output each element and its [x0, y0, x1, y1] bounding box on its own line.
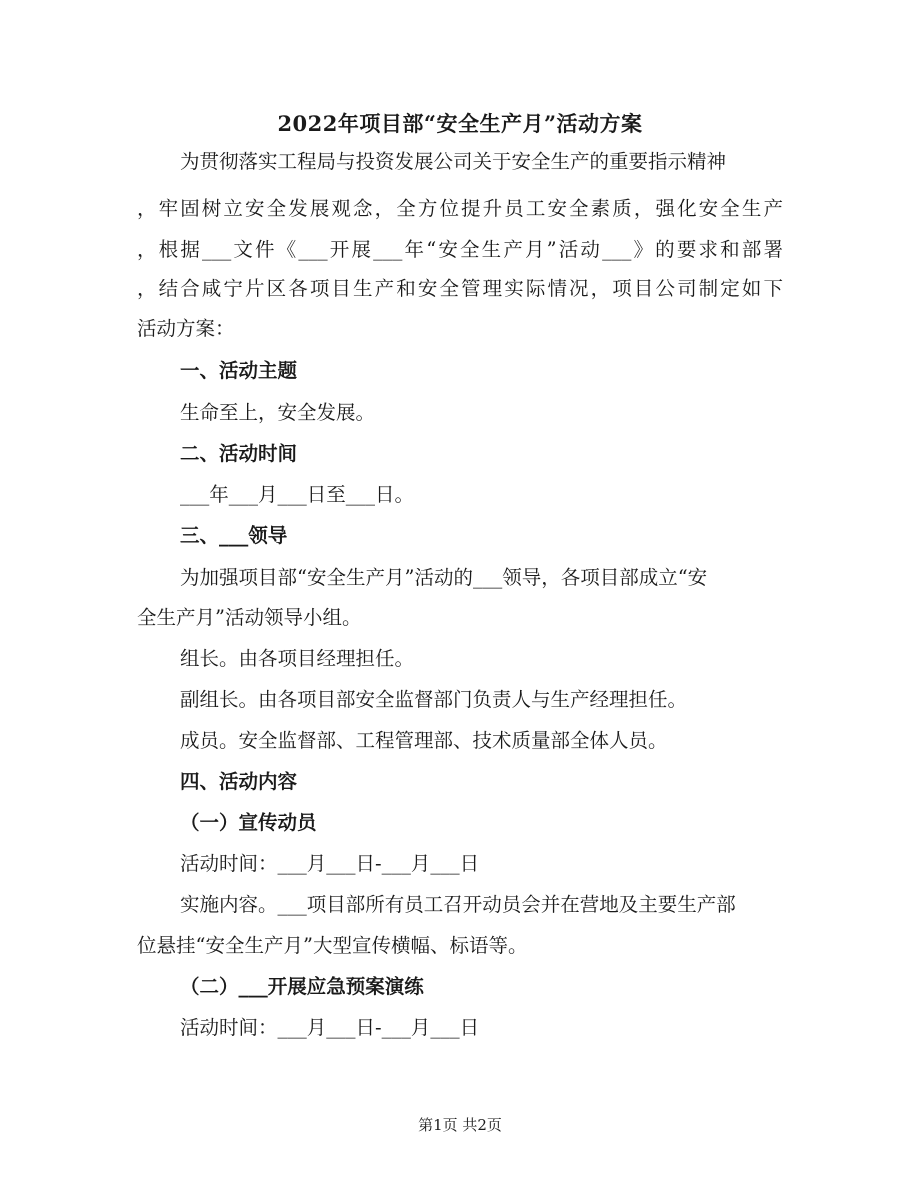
- section-heading-content: 四、活动内容: [180, 770, 298, 793]
- subsection-heading-publicity: （一）宣传动员: [180, 811, 317, 834]
- deputy-text: 副组长。由各项目部安全监督部门负责人与生产经理担任。: [180, 688, 688, 711]
- publicity-time: 活动时间：___月___日-___月___日: [180, 852, 480, 875]
- intro-line-1: 为贯彻落实工程局与投资发展公司关于安全生产的重要指示精神: [180, 150, 727, 173]
- drill-time: 活动时间：___月___日-___月___日: [180, 1016, 480, 1039]
- subsection-heading-drill: （二）___开展应急预案演练: [180, 975, 424, 998]
- intro-line-3: ，根据___文件《___开展___年“安全生产月”活动___》的要求和部署: [137, 238, 783, 261]
- members-text: 成员。安全监督部、工程管理部、技术质量部全体人员。: [180, 729, 668, 752]
- publicity-content-line-2: 位悬挂“安全生产月”大型宣传横幅、标语等。: [137, 934, 528, 957]
- publicity-content-line-1: 实施内容。___项目部所有员工召开动员会并在营地及主要生产部: [180, 893, 736, 916]
- intro-line-2: ，牢固树立安全发展观念，全方位提升员工安全素质，强化安全生产: [137, 197, 783, 220]
- leadership-line-1: 为加强项目部“安全生产月”活动的___领导，各项目部成立“安: [180, 566, 708, 589]
- document-title: 2022年项目部“安全生产月”活动方案: [277, 111, 643, 136]
- intro-line-5: 活动方案：: [137, 317, 235, 340]
- section-text-time: ___年___月___日至___日。: [180, 483, 415, 506]
- intro-line-4: ，结合咸宁片区各项目生产和安全管理实际情况，项目公司制定如下: [137, 277, 783, 300]
- section-heading-time: 二、活动时间: [180, 442, 298, 465]
- section-heading-leadership: 三、___领导: [180, 524, 288, 547]
- section-text-theme: 生命至上，安全发展。: [180, 401, 376, 424]
- section-heading-theme: 一、活动主题: [180, 359, 298, 382]
- page-number: 第1页 共2页: [418, 1116, 502, 1134]
- leadership-line-2: 全生产月”活动领导小组。: [137, 606, 362, 629]
- leader-text: 组长。由各项目经理担任。: [180, 647, 415, 670]
